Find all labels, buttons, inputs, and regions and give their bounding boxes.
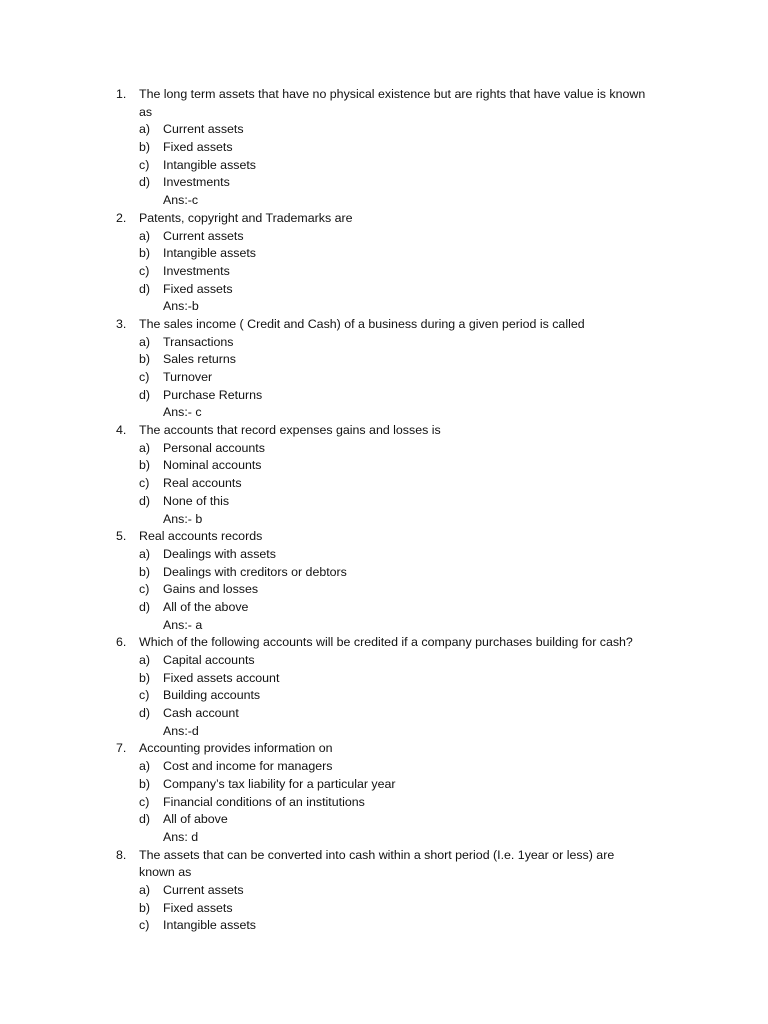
option-label: d) xyxy=(139,387,151,402)
question-text: Which of the following accounts will be credited if a company purchases building for cash? xyxy=(139,635,633,650)
option-item xyxy=(0,121,768,139)
option-text: Cost and income for managers xyxy=(163,759,333,774)
option-item xyxy=(0,882,768,900)
option-label: d) xyxy=(139,175,151,190)
option-text: Transactions xyxy=(163,334,234,349)
question-text: as xyxy=(139,104,153,119)
question-line xyxy=(0,634,768,652)
option-label: c) xyxy=(139,263,150,278)
option-label: d) xyxy=(139,281,151,296)
option-item xyxy=(0,369,768,387)
answer-line xyxy=(0,829,768,847)
option-item xyxy=(0,900,768,918)
option-item xyxy=(0,776,768,794)
option-item xyxy=(0,652,768,670)
option-item xyxy=(0,281,768,299)
option-label: c) xyxy=(139,794,150,809)
option-label: b) xyxy=(139,670,151,685)
option-item xyxy=(0,794,768,812)
option-text: Personal accounts xyxy=(163,440,265,455)
option-text: Turnover xyxy=(163,370,213,384)
option-text: Current assets xyxy=(163,122,244,137)
option-item xyxy=(0,758,768,776)
option-item xyxy=(0,599,768,617)
option-item xyxy=(0,351,768,369)
option-text: Gains and losses xyxy=(163,582,259,597)
option-text: Sales returns xyxy=(163,352,237,367)
option-item xyxy=(0,263,768,281)
option-label: b) xyxy=(139,776,151,791)
option-item xyxy=(0,245,768,263)
option-label: c) xyxy=(139,476,150,491)
option-text: Investments xyxy=(163,175,230,190)
option-item xyxy=(0,387,768,405)
question-line-continued xyxy=(0,864,768,882)
option-text: Fixed assets xyxy=(163,140,233,155)
option-item xyxy=(0,581,768,599)
question-number: 7. xyxy=(116,741,127,756)
option-item xyxy=(0,440,768,458)
option-item xyxy=(0,564,768,582)
option-text: Capital accounts xyxy=(163,653,255,667)
option-item xyxy=(0,917,768,935)
answer-line xyxy=(0,404,768,422)
option-label: c) xyxy=(139,370,150,384)
option-item xyxy=(0,457,768,475)
option-item xyxy=(0,334,768,352)
option-text: Building accounts xyxy=(163,688,261,703)
answer-text: Ans:- a xyxy=(163,617,203,632)
option-text: Intangible assets xyxy=(163,918,256,933)
option-label: d) xyxy=(139,599,151,614)
option-item xyxy=(0,174,768,192)
option-text: Cash account xyxy=(163,706,239,721)
question-line xyxy=(0,847,768,865)
option-text: Dealings with creditors or debtors xyxy=(163,564,347,579)
option-text: Real accounts xyxy=(163,476,242,491)
option-label: b) xyxy=(139,458,151,473)
question-line xyxy=(0,528,768,546)
option-text: None of this xyxy=(163,493,230,508)
option-item xyxy=(0,475,768,493)
question-text: The long term assets that have no physical existence but are rights that have value is known xyxy=(139,87,646,101)
option-item xyxy=(0,687,768,705)
option-label: b) xyxy=(139,352,151,367)
question-text: known as xyxy=(139,865,192,880)
option-text: Company’s tax liability for a particular year xyxy=(163,776,396,791)
option-item xyxy=(0,546,768,564)
option-label: a) xyxy=(139,546,151,561)
option-text: Intangible assets xyxy=(163,157,256,172)
option-label: b) xyxy=(139,140,151,155)
option-item xyxy=(0,670,768,688)
question-number: 8. xyxy=(116,847,127,862)
option-label: d) xyxy=(139,493,151,508)
answer-text: Ans:- b xyxy=(163,511,203,526)
answer-line xyxy=(0,617,768,635)
question-text: The assets that can be converted into cash within a short period (I.e. 1year or less) are xyxy=(139,847,615,862)
answer-text: Ans:- c xyxy=(163,405,202,420)
option-text: Purchase Returns xyxy=(163,387,263,402)
option-label: d) xyxy=(139,812,151,827)
option-text: Dealings with assets xyxy=(163,546,276,561)
question-line xyxy=(0,86,768,104)
answer-text: Ans:-c xyxy=(163,193,199,208)
option-label: a) xyxy=(139,759,151,774)
answer-text: Ans: d xyxy=(163,829,199,844)
option-text: Nominal accounts xyxy=(163,458,262,473)
option-label: a) xyxy=(139,882,151,897)
option-item xyxy=(0,493,768,511)
answer-line xyxy=(0,723,768,741)
question-line xyxy=(0,210,768,228)
option-text: Financial conditions of an institutions xyxy=(163,794,365,809)
question-number: 3. xyxy=(116,316,127,331)
question-text: Accounting provides information on xyxy=(139,741,333,756)
option-text: Investments xyxy=(163,263,230,278)
option-label: a) xyxy=(139,228,151,243)
question-number: 5. xyxy=(116,529,127,544)
question-number: 1. xyxy=(116,87,127,101)
question-line xyxy=(0,316,768,334)
question-line xyxy=(0,422,768,440)
question-number: 2. xyxy=(116,210,127,225)
option-text: All of the above xyxy=(163,599,249,614)
question-line-continued xyxy=(0,104,768,122)
option-item xyxy=(0,139,768,157)
question-number: 4. xyxy=(116,423,127,438)
option-label: d) xyxy=(139,706,151,721)
question-text: The sales income ( Credit and Cash) of a business during a given period is called xyxy=(139,316,585,331)
question-text: The accounts that record expenses gains and losses is xyxy=(139,423,441,438)
option-label: b) xyxy=(139,900,151,915)
option-label: c) xyxy=(139,918,150,933)
answer-line xyxy=(0,511,768,529)
option-item xyxy=(0,811,768,829)
option-label: b) xyxy=(139,246,151,261)
option-label: a) xyxy=(139,122,151,137)
answer-text: Ans:-b xyxy=(163,299,199,314)
answer-line xyxy=(0,192,768,210)
option-label: c) xyxy=(139,157,150,172)
option-item xyxy=(0,705,768,723)
option-text: Fixed assets xyxy=(163,900,233,915)
option-text: Intangible assets xyxy=(163,246,256,261)
option-label: a) xyxy=(139,334,151,349)
question-number: 6. xyxy=(116,635,127,650)
question-text: Patents, copyright and Trademarks are xyxy=(139,210,353,225)
option-label: a) xyxy=(139,653,151,667)
option-text: Fixed assets xyxy=(163,281,233,296)
answer-line xyxy=(0,298,768,316)
answer-text: Ans:-d xyxy=(163,723,199,738)
option-item xyxy=(0,157,768,175)
question-line xyxy=(0,740,768,758)
option-item xyxy=(0,228,768,246)
question-list xyxy=(0,86,768,935)
option-text: All of above xyxy=(163,812,228,827)
option-text: Current assets xyxy=(163,228,244,243)
question-text: Real accounts records xyxy=(139,529,263,544)
option-text: Current assets xyxy=(163,882,244,897)
option-label: a) xyxy=(139,440,151,455)
option-label: b) xyxy=(139,564,151,579)
option-label: c) xyxy=(139,582,150,597)
option-text: Fixed assets account xyxy=(163,670,280,685)
option-label: c) xyxy=(139,688,150,703)
